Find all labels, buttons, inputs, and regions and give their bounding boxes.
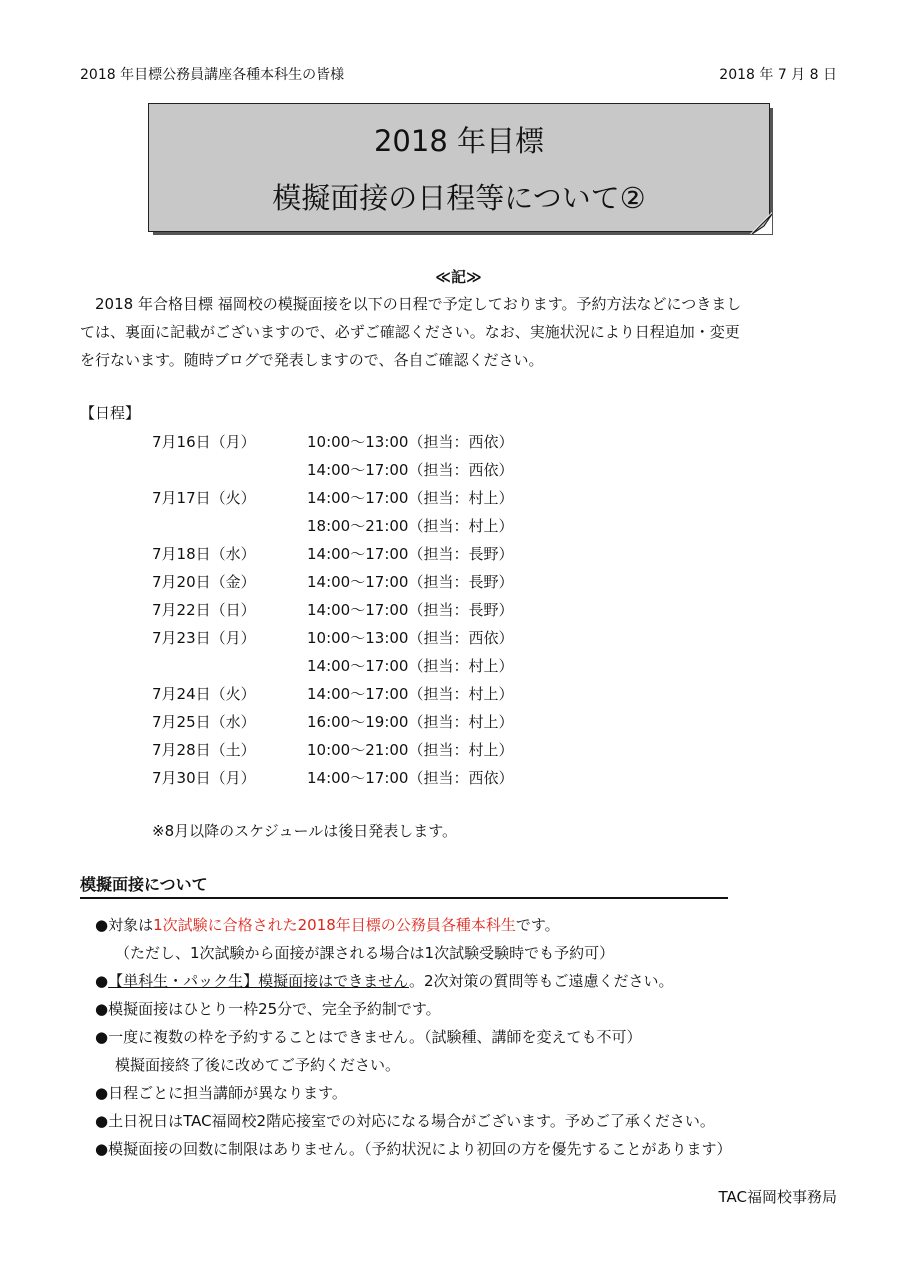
highlighted-text: 1次試験に合格された2018年目標の公務員各種本科生: [153, 916, 516, 934]
bullet-text: ●対象は: [95, 916, 154, 934]
schedule-time: 14:00～17:00（担当：村上）: [307, 489, 514, 507]
schedule-row: [152, 568, 513, 596]
bullet-instructors: ●日程ごとに担当講師が異なります。: [95, 1084, 347, 1102]
schedule-time: 14:00～17:00（担当：村上）: [307, 657, 514, 675]
schedule-time: 10:00～13:00（担当：西依）: [307, 629, 514, 647]
schedule-time: 14:00～17:00（担当：長野）: [307, 601, 514, 619]
section-divider: [80, 897, 728, 899]
title-line-2: 模擬面接の日程等について②: [272, 181, 646, 215]
schedule-time: 10:00～21:00（担当：村上）: [307, 741, 514, 759]
bullet-text: ●: [95, 972, 109, 990]
schedule-note: ※8月以降のスケジュールは後日発表します。: [152, 822, 458, 840]
schedule-row: [152, 540, 513, 568]
schedule-row: [152, 512, 513, 540]
schedule-time: 14:00～17:00（担当：西依）: [307, 461, 514, 479]
schedule-date: 7月25日（水）: [152, 713, 256, 731]
schedule-time: 16:00～19:00（担当：村上）: [307, 713, 514, 731]
intro-line: 2018 年合格目標 福岡校の模擬面接を以下の日程で予定しております。予約方法などにつきまし: [80, 295, 742, 313]
schedule-list: [152, 428, 513, 792]
bullet-single-course: [95, 967, 732, 995]
schedule-date: 7月17日（火）: [152, 489, 256, 507]
schedule-time: 18:00～21:00（担当：村上）: [307, 517, 514, 535]
schedule-date: 7月23日（月）: [152, 629, 256, 647]
schedule-row: [152, 764, 513, 792]
schedule-date: [152, 512, 307, 540]
schedule-row: [152, 708, 513, 736]
bullet-reservation: ●模擬面接はひとり一枠25分で、完全予約制です。: [95, 1000, 441, 1018]
footer-signature: TAC福岡校事務局: [718, 1188, 837, 1206]
schedule-time: 14:00～17:00（担当：長野）: [307, 573, 514, 591]
schedule-date: 7月24日（火）: [152, 685, 256, 703]
intro-line: ては、裏面に記載がございますので、必ずご確認ください。なお、実施状況により日程追加・変更: [80, 323, 740, 341]
schedule-date: [152, 456, 307, 484]
schedule-heading: 【日程】: [80, 404, 141, 422]
recipient-line: 2018 年目標公務員講座各種本科生の皆様: [80, 67, 345, 83]
schedule-date: 7月20日（金）: [152, 573, 256, 591]
document-date: 2018 年 7 月 8 日: [719, 67, 837, 83]
bullet-weekend: ●土日祝日はTAC福岡校2階応接室での対応になる場合がございます。予めご了承ください。: [95, 1112, 715, 1130]
bullet-limit: ●模擬面接の回数に制限はありません。（予約状況により初回の方を優先することがあります）: [95, 1140, 732, 1158]
bullet-target: [95, 911, 732, 939]
bullet-text: です。: [515, 916, 560, 934]
page-curl-icon: [750, 212, 772, 234]
bullet-subline: （ただし、1次試験から面接が課される場合は1次試験受験時でも予約可）: [115, 944, 615, 962]
schedule-row: [152, 680, 513, 708]
schedule-row: [152, 428, 513, 456]
schedule-time: 10:00～13:00（担当：西依）: [307, 433, 514, 451]
schedule-row: [152, 596, 513, 624]
schedule-date: 7月22日（日）: [152, 601, 256, 619]
title-box: [148, 103, 772, 234]
schedule-date: 7月28日（土）: [152, 741, 256, 759]
schedule-time: 14:00～17:00（担当：村上）: [307, 685, 514, 703]
schedule-date: 7月16日（月）: [152, 433, 256, 451]
schedule-row: [152, 456, 513, 484]
schedule-row: [152, 736, 513, 764]
schedule-row: [152, 624, 513, 652]
bullet-list: [95, 911, 732, 1163]
underlined-text: 【単科生・パック生】模擬面接はできません: [108, 972, 409, 990]
title-line-1: 2018 年目標: [373, 124, 545, 158]
intro-line: を行ないます。随時ブログで発表しますので、各自ご確認ください。: [80, 351, 544, 369]
schedule-time: 14:00～17:00（担当：西依）: [307, 769, 514, 787]
bullet-subline: 模擬面接終了後に改めてご予約ください。: [115, 1056, 401, 1074]
section-title: 模擬面接について: [80, 875, 208, 894]
schedule-row: [152, 484, 513, 512]
schedule-date: 7月18日（水）: [152, 545, 256, 563]
bullet-multiple: ●一度に複数の枠を予約することはできません。（試験種、講師を変えても不可）: [95, 1028, 642, 1046]
schedule-time: 14:00～17:00（担当：長野）: [307, 545, 514, 563]
schedule-date: 7月30日（月）: [152, 769, 256, 787]
ki-label: ≪記≫: [435, 268, 482, 286]
schedule-row: [152, 652, 513, 680]
bullet-text: 。2次対策の質問等もご遠慮ください。: [409, 972, 674, 990]
schedule-date: [152, 652, 307, 680]
title-panel: [148, 103, 770, 232]
intro-paragraph: [80, 290, 840, 374]
